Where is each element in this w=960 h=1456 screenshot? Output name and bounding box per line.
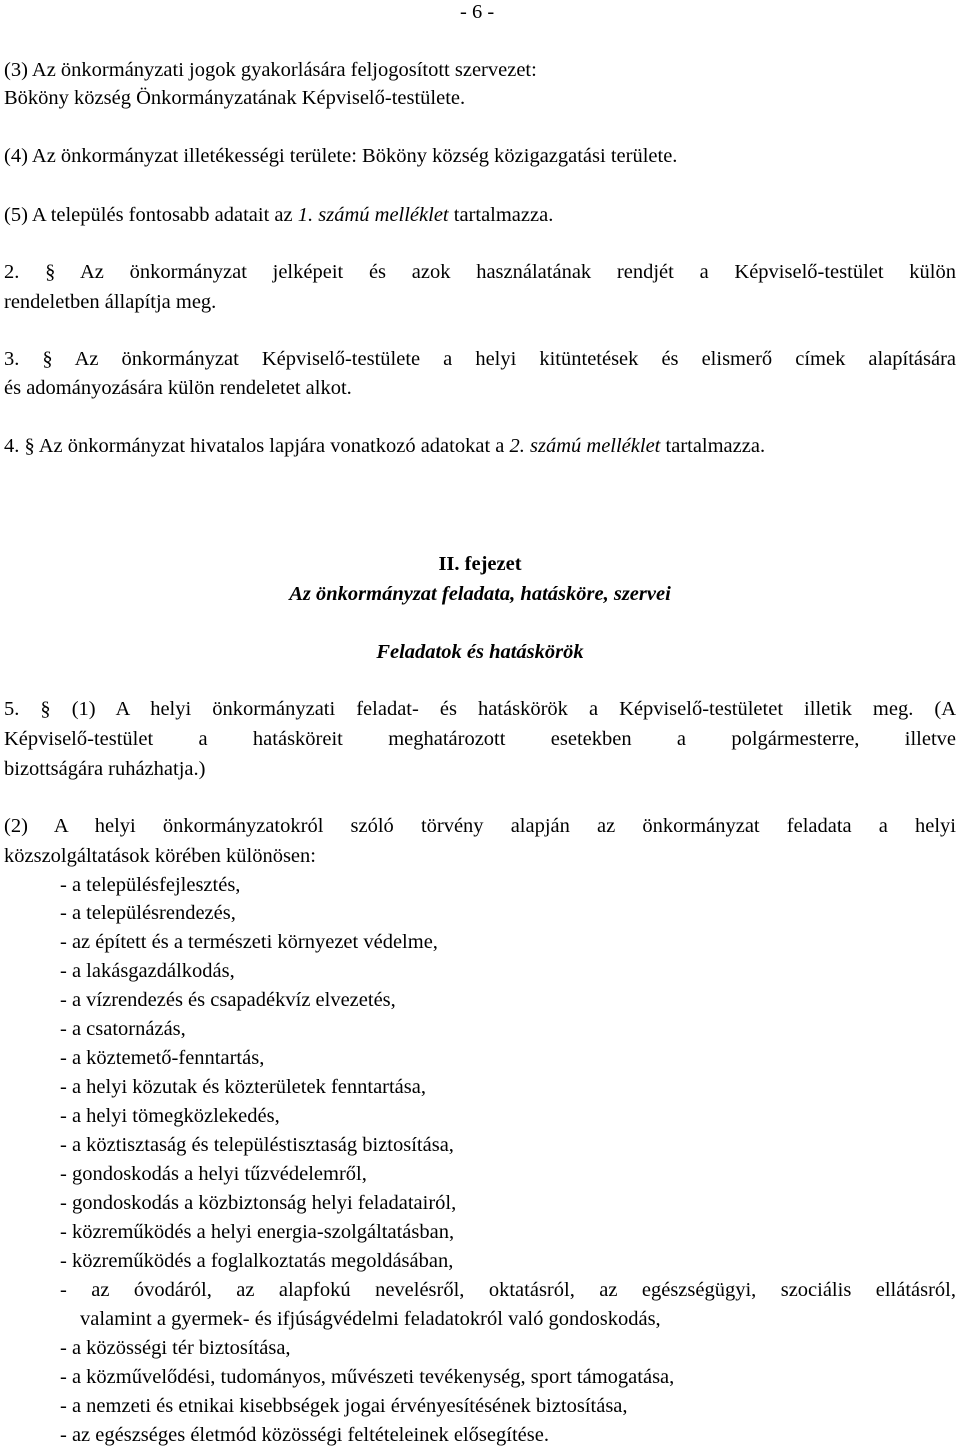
section-5-para-2-line-2: közszolgáltatások körében különösen:	[4, 845, 316, 867]
list-item: - a köztisztaság és településtisztaság biztosítása,	[60, 1134, 454, 1156]
list-item: - gondoskodás a közbiztonság helyi feladatairól,	[60, 1192, 457, 1214]
section-4-text-end: tartalmazza.	[660, 435, 766, 457]
list-item-continuation: valamint a gyermek- és ifjúságvédelmi feladatokról való gondoskodás,	[80, 1308, 661, 1330]
list-item: - a településrendezés,	[60, 902, 236, 924]
list-item: - az épített és a természeti környezet védelme,	[60, 931, 438, 953]
chapter-subtitle: Feladatok és hatáskörök	[376, 641, 584, 663]
section-2-line-1: 2. § Az önkormányzat jelképeit és azok használatának rendjét a Képviselő-testület külön	[4, 261, 956, 283]
section-4	[4, 432, 765, 460]
list-item: - a közművelődési, tudományos, művészeti tevékenység, sport támogatása,	[60, 1366, 675, 1388]
annex-reference: 2. számú melléklet	[509, 435, 661, 457]
section-3-line-1: 3. § Az önkormányzat Képviselő-testülete a helyi kitüntetések és elismerő címek alapítására	[4, 348, 956, 370]
list-item: - a helyi közutak és közterületek fenntartása,	[60, 1076, 426, 1098]
paragraph-5-text-end: tartalmazza.	[448, 204, 554, 226]
paragraph-5-text: (5) A település fontosabb adatait az	[4, 204, 298, 226]
paragraph-3-line-2: Bököny község Önkormányzatának Képviselő-testülete.	[4, 87, 466, 109]
list-item: - a közösségi tér biztosítása,	[60, 1337, 291, 1359]
section-4-text: 4. § Az önkormányzat hivatalos lapjára vonatkozó adatokat a	[4, 435, 510, 457]
list-item: - a lakásgazdálkodás,	[60, 960, 235, 982]
paragraph-5	[4, 201, 553, 229]
list-item: - gondoskodás a helyi tűzvédelemről,	[60, 1163, 367, 1185]
list-item: - közreműködés a helyi energia-szolgáltatásban,	[60, 1221, 455, 1243]
list-item: - a nemzeti és etnikai kisebbségek jogai érvényesítésének biztosítása,	[60, 1395, 628, 1417]
section-5-line-3: bizottságára ruházhatja.)	[4, 758, 206, 780]
annex-reference: 1. számú melléklet	[297, 204, 449, 226]
page-number: - 6 -	[460, 1, 495, 23]
list-item: - az óvodáról, az alapfokú nevelésről, oktatásról, az egészségügyi, szociális ellátásról,	[60, 1279, 956, 1301]
section-5-line-2: Képviselő-testület a hatásköreit meghatározott esetekben a polgármesterre, illetve	[4, 728, 956, 750]
list-item: - a vízrendezés és csapadékvíz elvezetés,	[60, 989, 396, 1011]
list-item: - a településfejlesztés,	[60, 874, 241, 896]
section-2-line-2: rendeletben állapítja meg.	[4, 291, 217, 313]
list-item: - a csatornázás,	[60, 1018, 186, 1040]
section-5-line-1: 5. § (1) A helyi önkormányzati feladat- és hatáskörök a Képviselő-testületet illetik meg. (A	[4, 698, 956, 720]
chapter-number: II. fejezet	[438, 553, 522, 575]
paragraph-4: (4) Az önkormányzat illetékességi területe: Bököny község közigazgatási területe.	[4, 145, 678, 167]
section-5-para-2-line-1: (2) A helyi önkormányzatokról szóló törvény alapján az önkormányzat feladata a helyi	[4, 815, 956, 837]
list-item: - a köztemető-fenntartás,	[60, 1047, 265, 1069]
list-item: - a helyi tömegközlekedés,	[60, 1105, 280, 1127]
paragraph-3-line-1: (3) Az önkormányzati jogok gyakorlására feljogosított szervezet:	[4, 59, 537, 81]
list-item: - közreműködés a foglalkoztatás megoldásában,	[60, 1250, 454, 1272]
list-item: - az egészséges életmód közösségi feltételeinek elősegítése.	[60, 1424, 549, 1446]
section-3-line-2: és adományozására külön rendeletet alkot.	[4, 377, 352, 399]
chapter-title: Az önkormányzat feladata, hatásköre, szervei	[289, 583, 671, 605]
